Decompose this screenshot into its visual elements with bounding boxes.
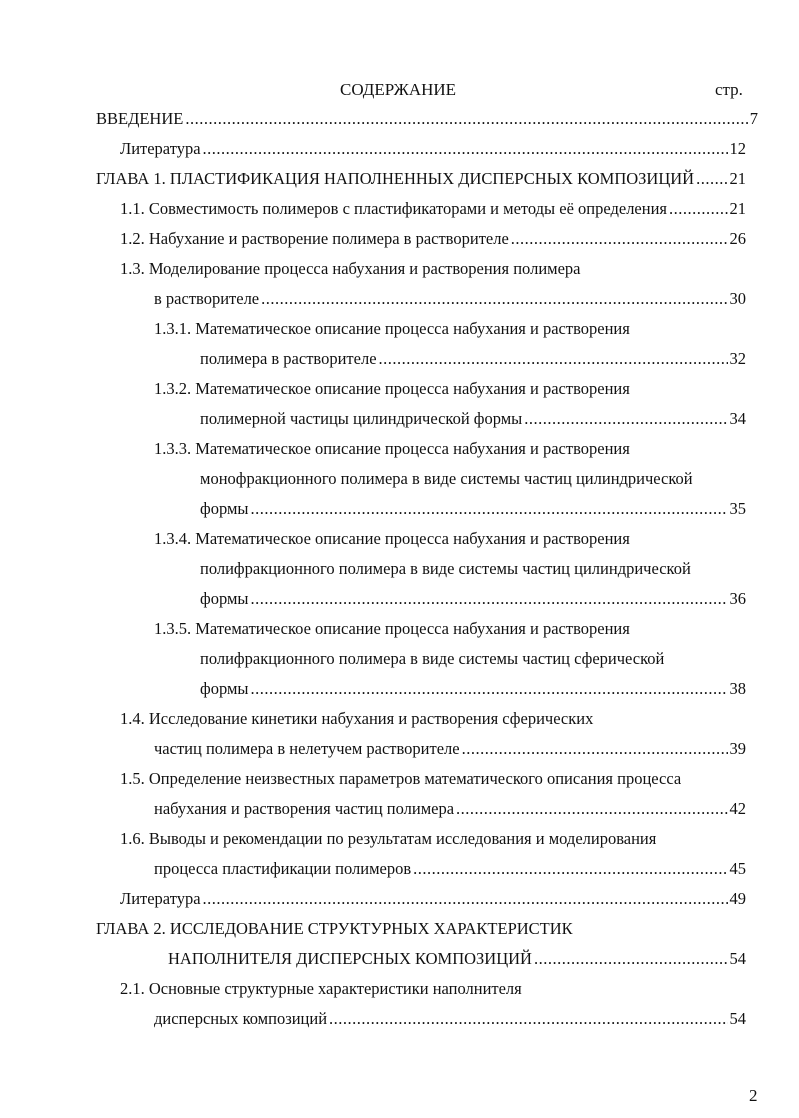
toc-entry-section-1-3-5 bbox=[200, 678, 746, 700]
toc-entry-section-1-3-2-line-1: 1.3.2. Математическое описание процесса набухания и растворения bbox=[154, 379, 630, 398]
toc-page-number: 12 bbox=[729, 139, 746, 158]
toc-page-number: 32 bbox=[729, 349, 746, 368]
toc-entry-section-1-3-3-line-1: 1.3.3. Математическое описание процесса набухания и растворения bbox=[154, 439, 630, 458]
toc-entry-references bbox=[120, 138, 746, 160]
leader-dots bbox=[524, 408, 727, 430]
toc-page-number: 34 bbox=[729, 409, 746, 428]
toc-entry-text: формы bbox=[200, 499, 249, 518]
toc-page-number: 42 bbox=[729, 799, 746, 818]
toc-entry-introduction bbox=[96, 108, 758, 130]
toc-entry-section-1-3-3 bbox=[200, 498, 746, 520]
toc-page-number: 35 bbox=[729, 499, 746, 518]
leader-dots bbox=[534, 948, 728, 970]
toc-entry-text: частиц полимера в нелетучем растворителе bbox=[154, 739, 460, 758]
toc-entry-section-1-3-4-line-2: полифракционного полимера в виде системы частиц цилиндрической bbox=[200, 559, 691, 578]
leader-dots bbox=[379, 348, 728, 370]
toc-entry-text: ВВЕДЕНИЕ bbox=[96, 109, 184, 128]
toc-entry-section-1-3-line-1: 1.3. Моделирование процесса набухания и растворения полимера bbox=[120, 259, 581, 278]
toc-entry-text: Литература bbox=[120, 139, 201, 158]
page-number: 2 bbox=[749, 1086, 758, 1105]
toc-page-number: 36 bbox=[729, 589, 746, 608]
toc-entry-text: формы bbox=[200, 679, 249, 698]
toc-entry-section-1-4 bbox=[154, 738, 746, 760]
toc-page-number: 21 bbox=[729, 199, 746, 218]
toc-entry-text: Литература bbox=[120, 889, 201, 908]
toc-page-number: 38 bbox=[729, 679, 746, 698]
leader-dots bbox=[185, 108, 747, 130]
toc-entry-section-1-4-line-1: 1.4. Исследование кинетики набухания и растворения сферических bbox=[120, 709, 594, 728]
toc-entry-text: в растворителе bbox=[154, 289, 260, 308]
toc-entry-text: полимера в растворителе bbox=[200, 349, 377, 368]
toc-entry-section-1-6 bbox=[154, 858, 746, 880]
toc-entry-text: набухания и растворения частиц полимера bbox=[154, 799, 455, 818]
leader-dots bbox=[669, 198, 728, 220]
toc-page-number: 26 bbox=[729, 229, 746, 248]
leader-dots bbox=[462, 738, 728, 760]
leader-dots bbox=[250, 498, 727, 520]
toc-entry-text: дисперсных композиций bbox=[154, 1009, 328, 1028]
toc-page-number: 54 bbox=[729, 1009, 746, 1028]
toc-entry-section-1-3-5-line-2: полифракционного полимера в виде системы частиц сферической bbox=[200, 649, 665, 668]
toc-entry-text: 1.2. Набухание и растворение полимера в растворителе bbox=[120, 229, 509, 248]
toc-page-number: 21 bbox=[729, 169, 746, 188]
toc-entry-text: ГЛАВА 1. ПЛАСТИФИКАЦИЯ НАПОЛНЕННЫХ ДИСПЕРСНЫХ КОМПОЗИЦИЙ bbox=[96, 169, 695, 188]
leader-dots bbox=[250, 678, 727, 700]
toc-page-number: 39 bbox=[729, 739, 746, 758]
toc-entry-section-1-3-5-line-1: 1.3.5. Математическое описание процесса набухания и растворения bbox=[154, 619, 630, 638]
toc-entry-section-1-6-line-1: 1.6. Выводы и рекомендации по результатам исследования и моделирования bbox=[120, 829, 657, 848]
toc-page-number: 30 bbox=[729, 289, 746, 308]
toc-entry-section-1-3 bbox=[154, 288, 746, 310]
toc-entry-chapter-2 bbox=[168, 948, 746, 970]
leader-dots bbox=[250, 588, 727, 610]
toc-entry-section-2-1 bbox=[154, 1008, 746, 1030]
toc-page-number: 54 bbox=[729, 949, 746, 968]
toc-entry-section-1-2 bbox=[120, 228, 746, 250]
page-title: СОДЕРЖАНИЕ bbox=[340, 80, 457, 99]
toc-entry-section-1-3-1-line-1: 1.3.1. Математическое описание процесса набухания и растворения bbox=[154, 319, 630, 338]
toc-entry-section-1-3-4-line-1: 1.3.4. Математическое описание процесса набухания и растворения bbox=[154, 529, 630, 548]
toc-entry-text: 1.1. Совместимость полимеров с пластификаторами и методы её определения bbox=[120, 199, 667, 218]
toc-entry-text: НАПОЛНИТЕЛЯ ДИСПЕРСНЫХ КОМПОЗИЦИЙ bbox=[168, 949, 532, 968]
toc-page-number: 49 bbox=[729, 889, 746, 908]
toc-entry-chapter-1 bbox=[96, 168, 746, 190]
toc-page-number: 45 bbox=[729, 859, 746, 878]
toc-page-number: 7 bbox=[749, 109, 758, 128]
toc-entry-text: процесса пластификации полимеров bbox=[154, 859, 412, 878]
leader-dots bbox=[696, 168, 727, 190]
toc-entry-text: полимерной частицы цилиндрической формы bbox=[200, 409, 523, 428]
toc-entry-section-1-3-1 bbox=[200, 348, 746, 370]
leader-dots bbox=[511, 228, 728, 250]
toc-entry-section-1-3-2 bbox=[200, 408, 746, 430]
toc-entry-section-1-5-line-1: 1.5. Определение неизвестных параметров математического описания процесса bbox=[120, 769, 682, 788]
toc-entry-section-1-3-4 bbox=[200, 588, 746, 610]
toc-entry-section-1-1 bbox=[120, 198, 746, 220]
leader-dots bbox=[203, 138, 728, 160]
toc-entry-section-1-5 bbox=[154, 798, 746, 820]
toc-entry-references-chapter-1 bbox=[120, 888, 746, 910]
toc-entry-section-1-3-3-line-2: монофракционного полимера в виде системы частиц цилиндрической bbox=[200, 469, 693, 488]
leader-dots bbox=[261, 288, 727, 310]
leader-dots bbox=[203, 888, 728, 910]
toc-entry-chapter-2-line-1: ГЛАВА 2. ИССЛЕДОВАНИЕ СТРУКТУРНЫХ ХАРАКТЕРИСТИК bbox=[96, 919, 573, 938]
page-column-label: стр. bbox=[715, 80, 743, 99]
toc-entry-text: формы bbox=[200, 589, 249, 608]
leader-dots bbox=[329, 1008, 727, 1030]
leader-dots bbox=[456, 798, 727, 820]
toc-entry-section-2-1-line-1: 2.1. Основные структурные характеристики наполнителя bbox=[120, 979, 522, 998]
leader-dots bbox=[413, 858, 727, 880]
